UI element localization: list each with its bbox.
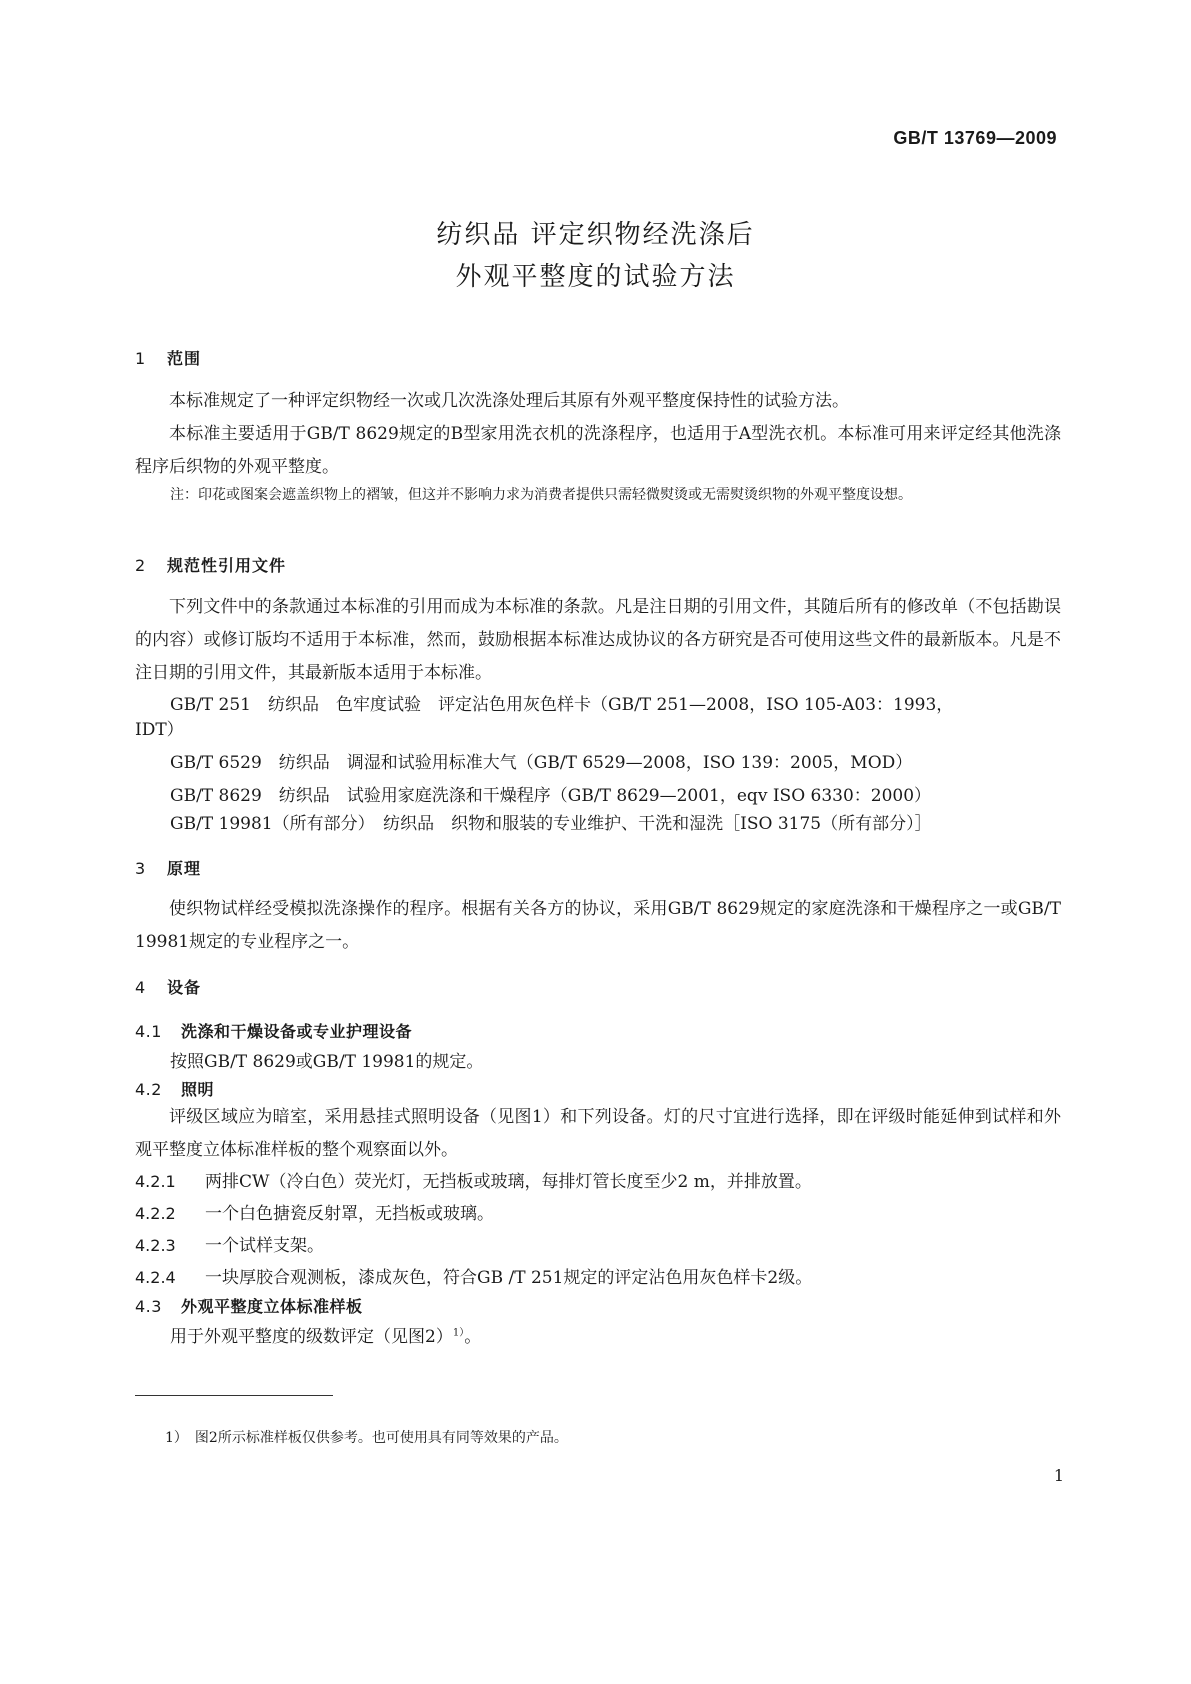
item-number: 4.2.3 <box>135 1236 176 1255</box>
footnote-reference[interactable]: 1） <box>452 1327 465 1339</box>
page-number: 1 <box>1053 1466 1064 1485</box>
section-4-heading <box>135 975 201 998</box>
reference-2: GB/T 6529 纺织品 调湿和试验用标准大气（GB/T 6529—2008，ISO 139：2005，MOD） <box>170 753 913 773</box>
section-1-paragraph-2: 本标准主要适用于GB/T 8629规定的B型家用洗衣机的洗涤程序，也适用于A型洗衣机。本标准可用来评定经其他洗涤程序后织物的外观平整度。 <box>135 424 1061 477</box>
section-title: 范围 <box>167 349 202 368</box>
item-number: 4.2.2 <box>135 1204 176 1223</box>
section-2-heading <box>135 553 286 576</box>
reference-1: GB/T 251 纺织品 色牢度试验 评定沾色用灰色样卡（GB/T 251—2008，ISO 105-A03：1993， <box>170 695 954 715</box>
section-3-paragraph-1: 使织物试样经受模拟洗涤操作的程序。根据有关各方的协议，采用GB/T 8629规定的家庭洗涤和干燥程序之一或GB/T 19981规定的专业程序之一。 <box>135 899 1061 952</box>
section-4-1-text: 按照GB/T 8629或GB/T 19981的规定。 <box>170 1052 484 1072</box>
section-1-note: 注：印花或图案会遮盖织物上的褶皱，但这并不影响力求为消费者提供只需轻微熨烫或无需熨烫织物的外观平整度设想。 <box>170 487 912 503</box>
section-4-3-end: 。 <box>464 1327 482 1347</box>
item-text: 一个试样支架。 <box>205 1236 324 1256</box>
section-number: 3 <box>135 859 147 878</box>
title-line-2: 外观平整度的试验方法 <box>455 262 736 292</box>
subsection-title: 洗涤和干燥设备或专业护理设备 <box>181 1022 413 1041</box>
section-4-2-heading <box>135 1077 214 1100</box>
section-4-3-text <box>170 1322 481 1347</box>
section-4-2-text: 评级区域应为暗室，采用悬挂式照明设备（见图1）和下列设备。灯的尺寸宜进行选择，即在评级时能延伸到试样和外观平整度立体标准样板的整个观察面以外。 <box>135 1107 1061 1160</box>
section-number: 2 <box>135 556 147 575</box>
section-title: 设备 <box>167 978 202 997</box>
title-line-1: 纺织品 评定织物经洗涤后 <box>436 220 755 250</box>
item-4-2-1 <box>135 1167 812 1192</box>
item-4-2-4 <box>135 1263 812 1288</box>
reference-4: GB/T 19981（所有部分） 纺织品 织物和服装的专业维护、干洗和湿洗［ISO 3175（所有部分）］ <box>170 814 932 834</box>
item-number: 4.2.4 <box>135 1268 176 1287</box>
section-number: 1 <box>135 349 147 368</box>
item-4-2-3 <box>135 1231 324 1256</box>
subsection-title: 照明 <box>181 1080 215 1099</box>
subsection-number: 4.2 <box>135 1080 162 1099</box>
section-1-heading <box>135 346 201 369</box>
item-text: 一个白色搪瓷反射罩，无挡板或玻璃。 <box>205 1204 494 1224</box>
section-4-3-body: 用于外观平整度的级数评定（见图2） <box>170 1327 453 1347</box>
section-4-1-heading <box>135 1019 412 1042</box>
section-1-paragraph-1: 本标准规定了一种评定织物经一次或几次洗涤处理后其原有外观平整度保持性的试验方法。 <box>169 391 849 411</box>
section-4-3-heading <box>135 1294 363 1317</box>
subsection-number: 4.1 <box>135 1022 162 1041</box>
section-number: 4 <box>135 978 147 997</box>
section-2-paragraph-1: 下列文件中的条款通过本标准的引用而成为本标准的条款。凡是注日期的引用文件，其随后所有的修改单（不包括勘误的内容）或修订版均不适用于本标准，然而，鼓励根据本标准达成协议的各方研究是否可使用这些文件的最新版本。凡是不注日期的引用文件，其最新版本适用于本标准。 <box>135 597 1061 683</box>
footnote-divider <box>135 1395 333 1396</box>
subsection-number: 4.3 <box>135 1297 162 1316</box>
standard-code: GB/T 13769—2009 <box>893 128 1057 148</box>
section-title: 规范性引用文件 <box>167 556 287 575</box>
item-number: 4.2.1 <box>135 1172 176 1191</box>
section-title: 原理 <box>167 859 202 878</box>
item-4-2-2 <box>135 1199 494 1224</box>
reference-3: GB/T 8629 纺织品 试验用家庭洗涤和干燥程序（GB/T 8629—2001，eqv ISO 6330：2000） <box>170 786 932 806</box>
reference-1-continued: IDT） <box>135 720 184 740</box>
subsection-title: 外观平整度立体标准样板 <box>181 1297 363 1316</box>
section-3-heading <box>135 856 201 879</box>
item-text: 一块厚胶合观测板，漆成灰色，符合GB /T 251规定的评定沾色用灰色样卡2级。 <box>205 1268 813 1288</box>
item-text: 两排CW（冷白色）荧光灯，无挡板或玻璃，每排灯管长度至少2 m，并排放置。 <box>205 1172 812 1192</box>
footnote: 1） 图2所示标准样板仅供参考。也可使用具有同等效果的产品。 <box>165 1430 568 1446</box>
